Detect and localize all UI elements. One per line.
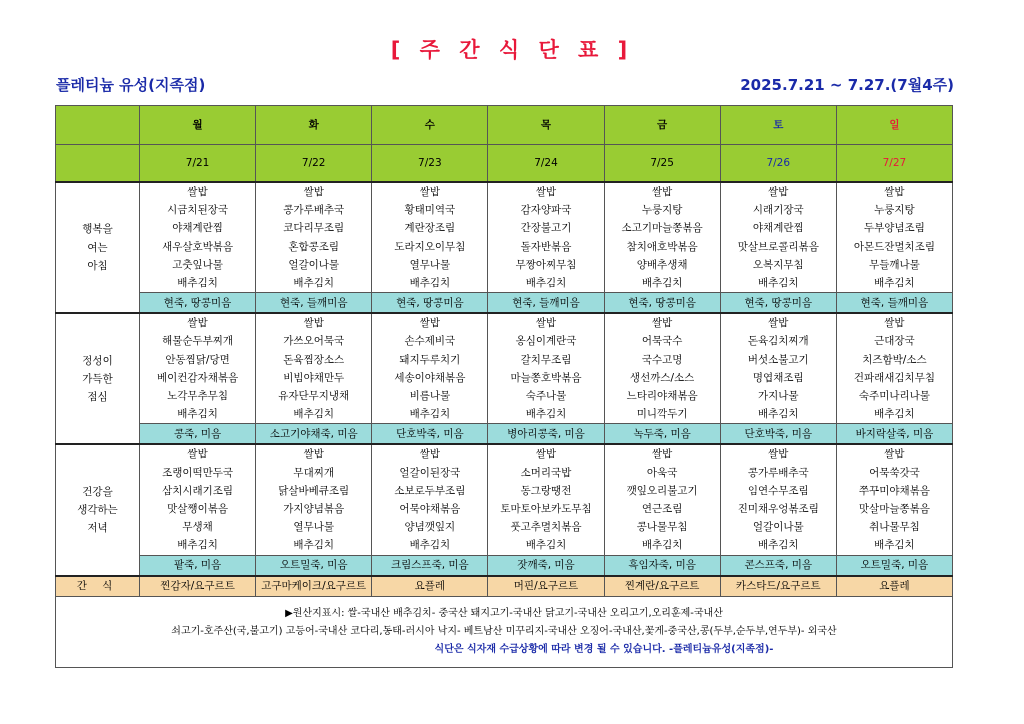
porridge-cell: 녹두죽, 미음 — [604, 424, 720, 445]
menu-item: 배추김치 — [409, 539, 451, 552]
date-header-row — [56, 145, 953, 183]
breakfast-porridge-row — [56, 293, 953, 314]
menu-item: 풋고추멸치볶음 — [510, 521, 582, 534]
menu-item: 쌀밥 — [535, 448, 557, 461]
porridge-cell: 소고기야채죽, 미음 — [256, 424, 372, 445]
menu-item: 배추김치 — [525, 408, 567, 421]
menu-item: 고춧잎나물 — [172, 258, 223, 271]
menu-item: 배추김치 — [525, 539, 567, 552]
menu-item: 조랭이떡만두국 — [162, 466, 234, 479]
menu-item: 토마토아보카도무침 — [500, 503, 592, 516]
menu-item: 연근조림 — [641, 503, 683, 516]
menu-item: 쌀밥 — [651, 448, 673, 461]
menu-item: 야채계란찜 — [172, 222, 223, 235]
menu-item: 배추김치 — [641, 277, 683, 290]
menu-item: 배추김치 — [757, 539, 799, 552]
menu-item: 쌀밥 — [651, 186, 673, 198]
menu-item: 배추김치 — [525, 277, 567, 290]
lunch-row — [56, 313, 953, 424]
menu-item: 쌀밥 — [651, 317, 673, 330]
menu-item: 해물순두부찌개 — [162, 335, 234, 348]
menu-item: 계란장조림 — [404, 222, 456, 235]
meal-label-line: 행복을 — [82, 223, 113, 236]
breakfast-row — [56, 182, 953, 293]
footer-row — [56, 596, 953, 667]
menu-item: 콩가루배추국 — [747, 466, 809, 479]
menu-item: 무대찌개 — [293, 466, 334, 479]
menu-item: 국수고명 — [641, 353, 683, 366]
menu-item: 배추김치 — [874, 539, 915, 552]
menu-item: 비빔야채만두 — [283, 371, 345, 384]
lunch-menu-cell — [256, 313, 372, 424]
menu-item: 맛살쨍이볶음 — [167, 503, 228, 516]
menu-item: 돈육찜장소스 — [283, 353, 345, 366]
lunch-menu-cell — [140, 313, 256, 424]
menu-item: 야채계란찜 — [752, 222, 804, 235]
dinner-menu-cell — [604, 444, 720, 555]
porridge-cell: 콩죽, 미음 — [140, 424, 256, 445]
porridge-cell: 현죽, 땅콩미음 — [140, 293, 256, 314]
menu-item: 배추김치 — [757, 408, 799, 421]
day-date: 7/26 — [720, 145, 836, 183]
menu-item: 쌀밥 — [187, 448, 208, 461]
menu-item: 베이컨감자채볶음 — [156, 371, 239, 384]
menu-item: 배추김치 — [293, 539, 334, 552]
menu-item: 쌀밥 — [419, 317, 440, 330]
menu-item: 쌀밥 — [419, 186, 440, 198]
menu-item: 진미채우엉볶조림 — [737, 503, 819, 516]
corner-cell — [56, 106, 140, 145]
menu-item: 맛살마늘쫑볶음 — [858, 503, 930, 516]
day-date: 7/25 — [604, 145, 720, 183]
origin-line-1: ▶원산지표시: 쌀-국내산 배추김치- 중국산 돼지고기-국내산 닭고기-국내산 오리고기,오리훈제-국내산 — [285, 607, 723, 619]
porridge-cell: 현죽, 들깨미음 — [836, 293, 952, 314]
menu-item: 소보로두부조림 — [394, 484, 466, 497]
menu-item: 닭살바베큐조림 — [278, 484, 350, 497]
menu-item: 간장불고기 — [520, 222, 572, 235]
menu-item: 느타리야채볶음 — [626, 390, 698, 403]
menu-item: 무짱아찌무침 — [515, 258, 577, 271]
menu-item: 시금치된장국 — [167, 204, 228, 217]
menu-item: 배추김치 — [409, 408, 451, 421]
meal-label-line: 저녁 — [87, 522, 108, 535]
menu-item: 소머리국밥 — [520, 466, 572, 479]
dinner-menu-cell — [488, 444, 604, 555]
porridge-cell: 단호박죽, 미음 — [372, 424, 488, 445]
menu-item: 쌀밥 — [303, 186, 324, 198]
menu-item: 누룽지탕 — [641, 204, 683, 217]
menu-item: 시래기장국 — [752, 204, 804, 217]
day-name: 화 — [256, 106, 372, 145]
menu-item: 건파래새김치무침 — [853, 371, 935, 384]
snack-label: 간 식 — [56, 576, 140, 597]
snack-cell: 머핀/요구르트 — [488, 576, 604, 597]
menu-item: 배추김치 — [177, 408, 218, 421]
menu-item: 참치애호박볶음 — [626, 240, 698, 253]
menu-item: 유자단무지냉채 — [278, 390, 350, 403]
menu-item: 옹심이계란국 — [515, 335, 577, 348]
dinner-menu-cell — [256, 444, 372, 555]
menu-item: 어묵쑥갓국 — [869, 466, 920, 479]
dinner-porridge-row — [56, 555, 953, 576]
lunch-porridge-row — [56, 424, 953, 445]
dinner-menu-cell — [372, 444, 488, 555]
dinner-row — [56, 444, 953, 555]
porridge-cell: 콘스프죽, 미음 — [720, 555, 836, 576]
snack-cell: 카스타드/요구르트 — [720, 576, 836, 597]
menu-item: 맛살브로콜리볶음 — [737, 240, 819, 253]
porridge-cell: 병아리콩죽, 미음 — [488, 424, 604, 445]
menu-item: 가쓰오어묵국 — [283, 335, 345, 348]
porridge-cell: 현죽, 땅콩미음 — [720, 293, 836, 314]
menu-item: 쌀밥 — [768, 448, 789, 461]
menu-item: 치즈함박/소스 — [862, 353, 927, 366]
menu-item: 배추김치 — [177, 539, 218, 552]
lunch-menu-cell — [372, 313, 488, 424]
menu-item: 숙주나물 — [525, 390, 567, 403]
menu-item: 두부양념조림 — [863, 222, 925, 235]
meal-label-line: 건강을 — [82, 485, 113, 498]
menu-item: 배추김치 — [641, 539, 683, 552]
menu-item: 도라지오이무침 — [394, 240, 466, 253]
menu-item: 얼갈이된장국 — [399, 466, 461, 479]
menu-item: 돌자반볶음 — [520, 240, 572, 253]
menu-item: 배추김치 — [177, 277, 218, 290]
menu-item: 세송이야채볶음 — [394, 371, 466, 384]
menu-item: 얼갈이나물 — [752, 521, 804, 534]
menu-item: 열무나물 — [409, 258, 451, 271]
snack-cell: 요플레 — [836, 576, 952, 597]
menu-item: 얼갈이나물 — [288, 258, 340, 271]
menu-item: 임연수무조림 — [747, 484, 809, 497]
store-name: 플레티늄 유성(지족점) — [56, 76, 206, 94]
menu-item: 배추김치 — [293, 408, 334, 421]
porridge-cell: 현죽, 들깨미음 — [256, 293, 372, 314]
menu-item: 쌀밥 — [187, 317, 208, 330]
menu-item: 쌀밥 — [303, 317, 324, 330]
origin-footer — [56, 596, 953, 667]
weekly-menu-table — [55, 105, 953, 668]
menu-item: 버섯소불고기 — [747, 353, 809, 366]
menu-item: 생선까스/소스 — [629, 371, 695, 384]
menu-item: 배추김치 — [293, 277, 334, 290]
meal-label-line: 가득한 — [82, 372, 113, 385]
dinner-menu-cell — [836, 444, 952, 555]
corner-cell — [56, 145, 140, 183]
breakfast-menu-cell — [488, 182, 604, 293]
porridge-cell: 단호박죽, 미음 — [720, 424, 836, 445]
menu-item: 쌀밥 — [884, 317, 905, 330]
day-header-row — [56, 106, 953, 145]
menu-item: 배추김치 — [757, 277, 799, 290]
menu-item: 손수제비국 — [404, 335, 456, 348]
day-name: 수 — [372, 106, 488, 145]
snack-cell: 고구마케이크/요구르트 — [256, 576, 372, 597]
breakfast-menu-cell — [140, 182, 256, 293]
day-date: 7/21 — [140, 145, 256, 183]
menu-item: 콩가루배추국 — [283, 204, 345, 217]
menu-item: 근대장국 — [874, 335, 915, 348]
menu-item: 소고기마늘쫑볶음 — [621, 222, 703, 235]
day-date: 7/27 — [836, 145, 952, 183]
menu-item: 쌀밥 — [535, 186, 557, 198]
breakfast-menu-cell — [256, 182, 372, 293]
menu-item: 갈치무조림 — [520, 353, 572, 366]
porridge-cell: 현죽, 들깨미음 — [488, 293, 604, 314]
day-name: 토 — [720, 106, 836, 145]
snack-cell: 찐계란/요구르트 — [604, 576, 720, 597]
menu-item: 무들깨나물 — [869, 258, 920, 271]
menu-item: 쌀밥 — [884, 186, 905, 198]
menu-item: 배추김치 — [874, 277, 915, 290]
menu-item: 콩나물무침 — [636, 521, 688, 534]
menu-item: 돈육김치찌개 — [747, 335, 809, 348]
menu-item: 양배추생채 — [636, 258, 688, 271]
breakfast-label — [56, 182, 140, 313]
menu-item: 아욱국 — [646, 466, 678, 479]
menu-item: 미니깍두기 — [636, 408, 688, 421]
menu-period: 2025.7.21 ~ 7.27.(7월4주) — [740, 76, 954, 94]
day-date: 7/24 — [488, 145, 604, 183]
menu-item: 새우살호박볶음 — [162, 240, 234, 253]
meal-label-line: 점심 — [87, 390, 108, 403]
porridge-cell: 현죽, 땅콩미음 — [604, 293, 720, 314]
menu-item: 누룽지탕 — [874, 204, 915, 217]
menu-item: 쌀밥 — [768, 317, 789, 330]
menu-item: 감자양파국 — [520, 204, 572, 217]
menu-item: 어묵국수 — [641, 335, 683, 348]
menu-item: 무생채 — [182, 521, 213, 534]
menu-item: 비름나물 — [409, 390, 451, 403]
menu-item: 마늘쫑호박볶음 — [510, 371, 582, 384]
lunch-menu-cell — [488, 313, 604, 424]
meal-label-line: 정성이 — [82, 354, 113, 367]
porridge-cell: 오트밀죽, 미음 — [836, 555, 952, 576]
menu-item: 동그랑땡전 — [520, 484, 572, 497]
menu-item: 안동찜닭/당면 — [165, 353, 230, 366]
menu-item: 어묵야채볶음 — [399, 503, 461, 516]
change-notice: 식단은 식자재 수급상황에 따라 변경 될 수 있습니다. -플레티늄유성(지족점)- — [434, 643, 774, 655]
snack-cell: 찐감자/요구르트 — [140, 576, 256, 597]
menu-item: 쌀밥 — [303, 448, 324, 461]
porridge-cell: 오트밀죽, 미음 — [256, 555, 372, 576]
day-name: 월 — [140, 106, 256, 145]
meal-label-line: 아침 — [87, 259, 108, 272]
meal-label-line: 생각하는 — [77, 503, 118, 516]
menu-item: 쌀밥 — [768, 186, 789, 198]
dinner-label — [56, 444, 140, 575]
lunch-menu-cell — [604, 313, 720, 424]
menu-item: 아몬드잔멸치조림 — [853, 240, 935, 253]
menu-item: 명엽채조림 — [752, 371, 804, 384]
dinner-menu-cell — [720, 444, 836, 555]
day-name: 목 — [488, 106, 604, 145]
lunch-menu-cell — [836, 313, 952, 424]
menu-item: 혼합콩조림 — [288, 240, 340, 253]
menu-item: 삼치시래기조림 — [162, 484, 234, 497]
menu-item: 황태미역국 — [404, 204, 456, 217]
porridge-cell: 바지락살죽, 미음 — [836, 424, 952, 445]
dinner-menu-cell — [140, 444, 256, 555]
meal-label-line: 여는 — [87, 241, 108, 254]
porridge-cell: 크림스프죽, 미음 — [372, 555, 488, 576]
breakfast-menu-cell — [720, 182, 836, 293]
menu-item: 배추김치 — [874, 408, 915, 421]
menu-item: 쌀밥 — [884, 448, 905, 461]
porridge-cell: 팥죽, 미음 — [140, 555, 256, 576]
menu-item: 취나물무침 — [869, 521, 920, 534]
breakfast-menu-cell — [372, 182, 488, 293]
snack-row — [56, 576, 953, 597]
lunch-label — [56, 313, 140, 444]
day-name: 금 — [604, 106, 720, 145]
menu-item: 쌀밥 — [419, 448, 440, 461]
porridge-cell: 흑임자죽, 미음 — [604, 555, 720, 576]
menu-item: 쌀밥 — [187, 186, 208, 198]
menu-item: 오복지무침 — [752, 258, 804, 271]
menu-item: 숙주미나리나물 — [858, 390, 930, 403]
origin-line-2: 쇠고기-호주산(국,불고기) 고등어-국내산 코다리,동태-러시아 낙지- 베트남산 미꾸리지-국내산 오징어-국내산,꽃게-중국산,콩(두부,순두부,연두부)- 외국산 — [171, 625, 837, 637]
porridge-cell: 잣깨죽, 미음 — [488, 555, 604, 576]
menu-item: 노각무추무침 — [167, 390, 228, 403]
page-title: [ 주 간 식 단 표 ] — [390, 38, 634, 62]
snack-cell: 요플레 — [372, 576, 488, 597]
menu-item: 열무나물 — [293, 521, 334, 534]
breakfast-menu-cell — [836, 182, 952, 293]
menu-item: 쌀밥 — [535, 317, 557, 330]
menu-item: 코다리무조림 — [283, 222, 345, 235]
menu-item: 쭈꾸미야채볶음 — [858, 484, 930, 497]
day-date: 7/22 — [256, 145, 372, 183]
day-name: 일 — [836, 106, 952, 145]
menu-item: 양념깻잎지 — [404, 521, 456, 534]
porridge-cell: 현죽, 땅콩미음 — [372, 293, 488, 314]
menu-item: 돼지두루치기 — [399, 353, 461, 366]
menu-item: 가지양념볶음 — [283, 503, 345, 516]
menu-item: 배추김치 — [409, 277, 451, 290]
menu-item: 가지나물 — [757, 390, 799, 403]
lunch-menu-cell — [720, 313, 836, 424]
menu-item: 깻잎오리불고기 — [626, 484, 698, 497]
day-date: 7/23 — [372, 145, 488, 183]
breakfast-menu-cell — [604, 182, 720, 293]
